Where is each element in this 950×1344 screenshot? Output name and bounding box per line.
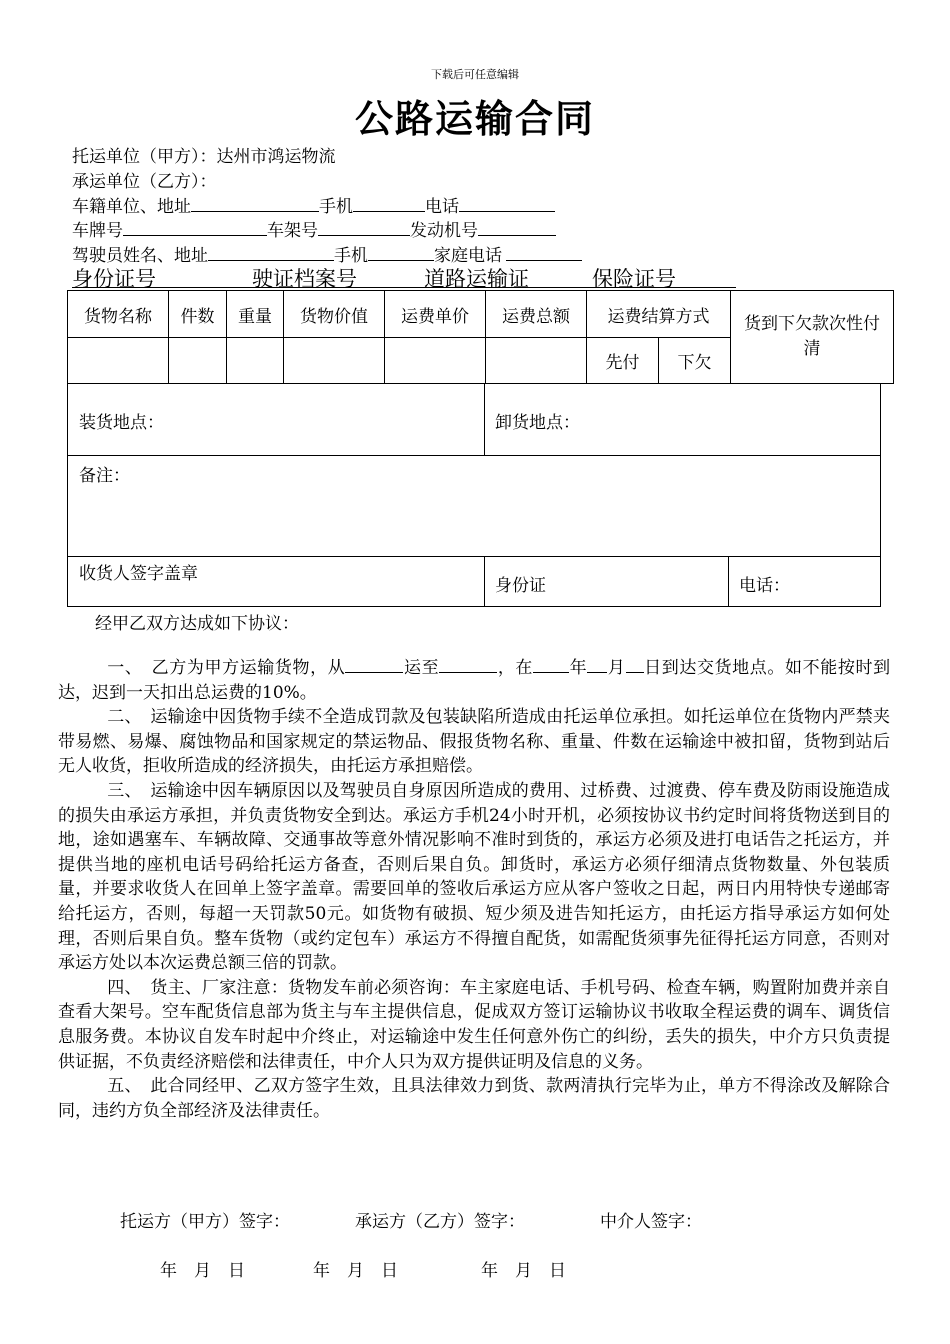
loading-label: 装货地点： <box>79 413 164 433</box>
clause-5: 五、 此合同经甲、乙双方签字生效，且具法律效力到货、款两清执行完毕为止，单方不得涂改及解除合同，违约方负全部经济及法律责任。 <box>58 1076 890 1121</box>
frame-label: 车架号 <box>267 221 318 241</box>
frame-blank <box>318 219 410 236</box>
driver-mobile-blank <box>368 244 434 261</box>
header-weight: 重量 <box>227 291 284 338</box>
agreement-intro: 经甲乙双方达成如下协议： <box>95 614 299 634</box>
sign-party-a: 托运方（甲方）签字： <box>120 1212 290 1232</box>
cell-pieces[interactable] <box>169 338 227 384</box>
id-number-label: 身份证号 <box>72 267 156 291</box>
header-pay-on-arrival: 货到下欠款次性付清 <box>731 291 894 384</box>
party-b-line: 承运单位（乙方）： <box>72 172 217 192</box>
vehicle-reg-line <box>72 192 555 217</box>
day-blank <box>626 656 644 673</box>
sign-party-b: 承运方（乙方）签字： <box>355 1212 525 1232</box>
header-total-freight: 运费总额 <box>486 291 587 338</box>
clause-1-a: 一、 乙方为甲方运输货物，从 <box>107 658 346 678</box>
clause-1-b: 运至 <box>403 658 440 678</box>
header-goods-name: 货物名称 <box>68 291 169 338</box>
loading-divider <box>484 383 485 456</box>
header-note: 下载后可任意编辑 <box>431 68 519 81</box>
clause-3: 三、 运输途中因车辆原因以及驾驶员自身原因所造成的费用、过桥费、过渡费、停车费及防雨设施造成的损失由承运方承担，并负责货物安全到达。承运方手机24小时开机，必须按协议书约定时间将货物送到目的地，途如遇塞车、车辆故障、交通事故等意外情况影响不准时到货的，承运方必须及进打电话告之托运方，并提供当地的座机电话号码给托运方备查，否则后果自负。卸货时，承运方必须仔细清点货物数量、外包装质量，并要求收货人在回单上签字盖章。需要回单的签收后承运方应从客户签收之日起，两日内用特快专递邮寄给托运方，否则，每超一天罚款50元。如货物有破损、短少须及进告知托运方，由托运方指导承运方如何处理，否则后果自负。整车货物（或约定包车）承运方不得擅自配货，如需配货须事先征得托运方同意，否则对承运方处以本次运费总额三倍的罚款。 <box>58 780 890 974</box>
remarks-label: 备注： <box>79 466 130 486</box>
to-blank <box>439 656 497 673</box>
date-party-a: 年 月 日 <box>160 1261 245 1281</box>
cell-total-freight[interactable] <box>486 338 587 384</box>
unloading-label: 卸货地点： <box>495 413 580 433</box>
clause-1-c: ，在 <box>497 658 534 678</box>
vehicle-plate-line <box>72 216 556 241</box>
clause-1 <box>58 656 890 705</box>
driver-label: 驾驶员姓名、地址 <box>72 246 208 266</box>
insurance-label: 保险证号 <box>592 267 676 291</box>
mobile-blank <box>353 195 425 212</box>
receiver-phone-label: 电话： <box>739 576 790 596</box>
date-intermediary: 年 月 日 <box>481 1261 566 1281</box>
phone-blank <box>459 195 555 212</box>
party-a-line: 托运单位（甲方）：达州市鸿运物流 <box>72 147 336 167</box>
engine-blank <box>478 219 556 236</box>
driver-blank <box>208 244 334 261</box>
engine-label: 发动机号 <box>410 221 478 241</box>
home-phone-label: 家庭电话 <box>434 246 502 266</box>
settle-owe: 下欠 <box>659 338 731 384</box>
clause-2: 二、 运输途中因货物手续不全造成罚款及包装缺陷所造成由托运单位承担。如托运单位在货物内严禁夹带易燃、易爆、腐蚀物品和国家规定的禁运物品、假报货物名称、重量、件数在运输途中被扣留，货物到站后无人收货，拒收所造成的经济损失，由托运方承担赔偿。 <box>58 707 890 777</box>
header-goods-value: 货物价值 <box>284 291 385 338</box>
id-row-underline <box>72 263 736 291</box>
plate-blank <box>123 219 267 236</box>
clauses <box>58 656 890 1123</box>
cell-goods-name[interactable] <box>68 338 169 384</box>
header-pieces: 件数 <box>169 291 227 338</box>
license-file-label: 驶证档案号 <box>252 267 357 291</box>
receiver-divider-1 <box>484 556 485 607</box>
year-blank <box>533 656 569 673</box>
page-title: 公路运输合同 <box>354 97 595 141</box>
cell-weight[interactable] <box>227 338 284 384</box>
clause-1-f: 日到达交货地点。如不能按时到达，迟到一天扣出总运费的10%。 <box>58 658 891 703</box>
date-party-b: 年 月 日 <box>313 1261 398 1281</box>
sign-intermediary: 中介人签字： <box>600 1212 702 1232</box>
clause-1-e: 月 <box>607 658 626 678</box>
receiver-divider-2 <box>728 556 729 607</box>
plate-label: 车牌号 <box>72 221 123 241</box>
from-blank <box>345 656 403 673</box>
settle-prepay: 先付 <box>587 338 659 384</box>
reg-unit-label: 车籍单位、地址 <box>72 197 191 217</box>
receiver-row <box>67 556 881 607</box>
driver-mobile-label: 手机 <box>334 246 368 266</box>
mobile-label: 手机 <box>319 197 353 217</box>
receiver-id-label: 身份证 <box>495 576 546 596</box>
header-settlement: 运费结算方式 <box>587 291 731 338</box>
cell-goods-value[interactable] <box>284 338 385 384</box>
receiver-sign-label: 收货人签字盖章 <box>79 564 198 584</box>
clause-4: 四、 货主、厂家注意：货物发车前必须咨询：车主家庭电话、手机号码、检查车辆，购置附加费并亲自查看大架号。空车配货信息部为货主与车主提供信息，促成双方签订运输协议书收取全程运费的调车、调货信息服务费。本协议自发车时起中介终止，对运输途中发生任何意外伤亡的纠纷，丢失的损失，中介方只负责提供证据，不负责经济赔偿和法律责任，中介人只为双方提供证明及信息的义务。 <box>58 977 890 1072</box>
loading-row <box>67 383 881 456</box>
id-row <box>72 263 736 293</box>
phone-label: 电话 <box>425 197 459 217</box>
road-transport-label: 道路运输证 <box>424 267 529 291</box>
header-unit-freight: 运费单价 <box>385 291 486 338</box>
reg-unit-blank <box>191 195 319 212</box>
remarks-box[interactable] <box>67 455 881 557</box>
clause-1-d: 年 <box>569 658 588 678</box>
home-phone-blank <box>506 244 582 261</box>
month-blank <box>587 656 607 673</box>
goods-table <box>67 290 894 384</box>
cell-unit-freight[interactable] <box>385 338 486 384</box>
